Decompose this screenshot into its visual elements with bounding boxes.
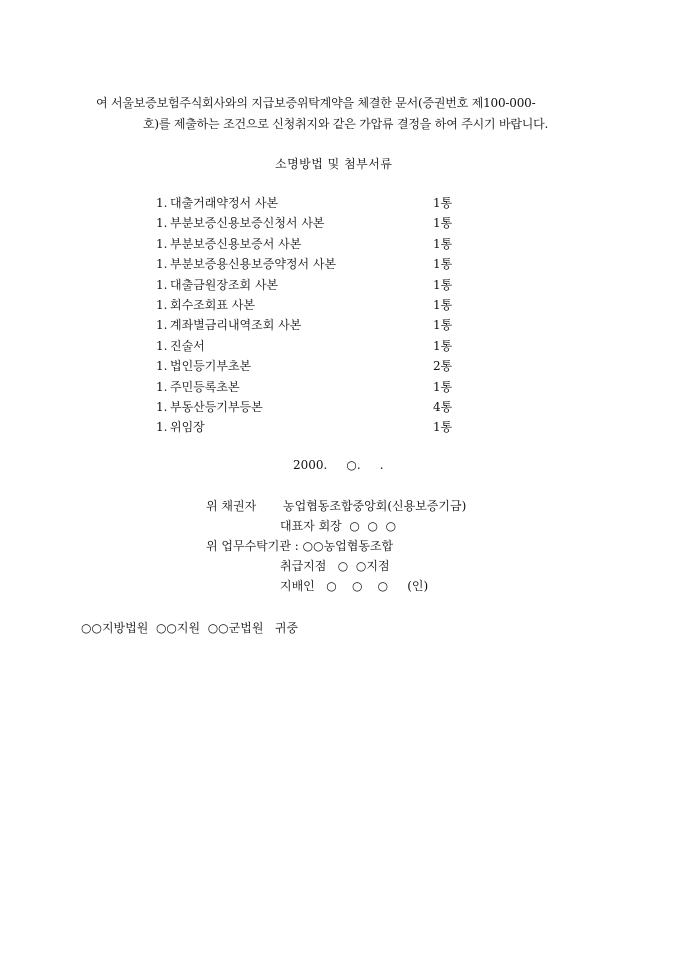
list-item: [156, 298, 456, 318]
item-count: 1통: [433, 277, 453, 292]
item-number: 1.: [156, 359, 168, 374]
list-item: [156, 339, 456, 359]
manager-seal: 지배인 ○ ○ ○ (인): [280, 579, 429, 593]
body-paragraph-line-2: 호)를 제출하는 조건으로 신청취지와 같은 가압류 결정을 하여 주시기 바랍니다.: [143, 117, 549, 131]
document-date: 2000. ○. .: [293, 458, 384, 472]
list-item: [156, 196, 456, 216]
item-name: 대출거래약정서 사본: [170, 196, 279, 210]
body-paragraph-line-1: 여 서울보증보험주식회사와의 지급보증위탁계약을 체결한 문서(증권번호 제100-000-: [96, 96, 536, 110]
item-name: 부분보증용신용보증약정서 사본: [170, 257, 337, 272]
item-count: 4통: [433, 399, 453, 414]
list-item: [156, 318, 456, 338]
item-count: 1통: [433, 338, 453, 353]
item-name: 회수조회표 사본: [170, 297, 255, 312]
item-number: 1.: [156, 236, 168, 251]
item-name: 진술서: [170, 338, 205, 353]
item-name: 계좌별금리내역조회 사본: [170, 318, 302, 333]
item-name: 법인등기부초본: [170, 359, 252, 374]
list-item: [156, 420, 456, 440]
item-count: 1통: [433, 216, 453, 231]
item-number: 1.: [156, 338, 168, 353]
item-number: 1.: [156, 399, 168, 414]
attachments-list: [156, 196, 456, 441]
item-count: 1통: [433, 420, 453, 435]
court-addressee: ○○지방법원 ○○지원 ○○군법원 귀중: [81, 621, 299, 635]
item-number: 1.: [156, 196, 168, 210]
item-number: 1.: [156, 379, 168, 394]
item-count: 1통: [433, 318, 453, 333]
item-count: 1통: [433, 257, 453, 272]
agent-line: 위 업무수탁기관 : ○○농업협동조합: [206, 539, 394, 553]
list-item: [156, 257, 456, 277]
item-count: 2통: [433, 359, 453, 374]
creditor-name: 농업협동조합중앙회(신용보증기금): [283, 499, 467, 513]
list-item: [156, 278, 456, 298]
item-count: 1통: [433, 297, 453, 312]
list-item: [156, 359, 456, 379]
item-count: 1통: [433, 379, 453, 394]
branch: 취급지점 ○ ○지점: [280, 559, 390, 573]
item-count: 1통: [433, 196, 453, 210]
item-count: 1통: [433, 236, 453, 251]
item-name: 주민등록초본: [170, 379, 240, 394]
item-number: 1.: [156, 216, 168, 231]
item-number: 1.: [156, 318, 168, 333]
list-item: [156, 216, 456, 236]
item-name: 부분보증신용보증신청서 사본: [170, 216, 325, 231]
item-number: 1.: [156, 277, 168, 292]
item-name: 위임장: [170, 420, 205, 435]
attachments-heading: 소명방법 및 첨부서류: [275, 157, 393, 171]
representative: 대표자 회장 ○ ○ ○: [280, 519, 397, 533]
item-name: 부분보증신용보증서 사본: [170, 236, 302, 251]
list-item: [156, 400, 456, 420]
list-item: [156, 380, 456, 400]
item-name: 부동산등기부등본: [170, 399, 263, 414]
item-number: 1.: [156, 257, 168, 272]
item-number: 1.: [156, 297, 168, 312]
creditor-label: 위 채권자: [206, 499, 257, 513]
item-name: 대출금원장조회 사본: [170, 277, 279, 292]
item-number: 1.: [156, 420, 168, 435]
list-item: [156, 237, 456, 257]
